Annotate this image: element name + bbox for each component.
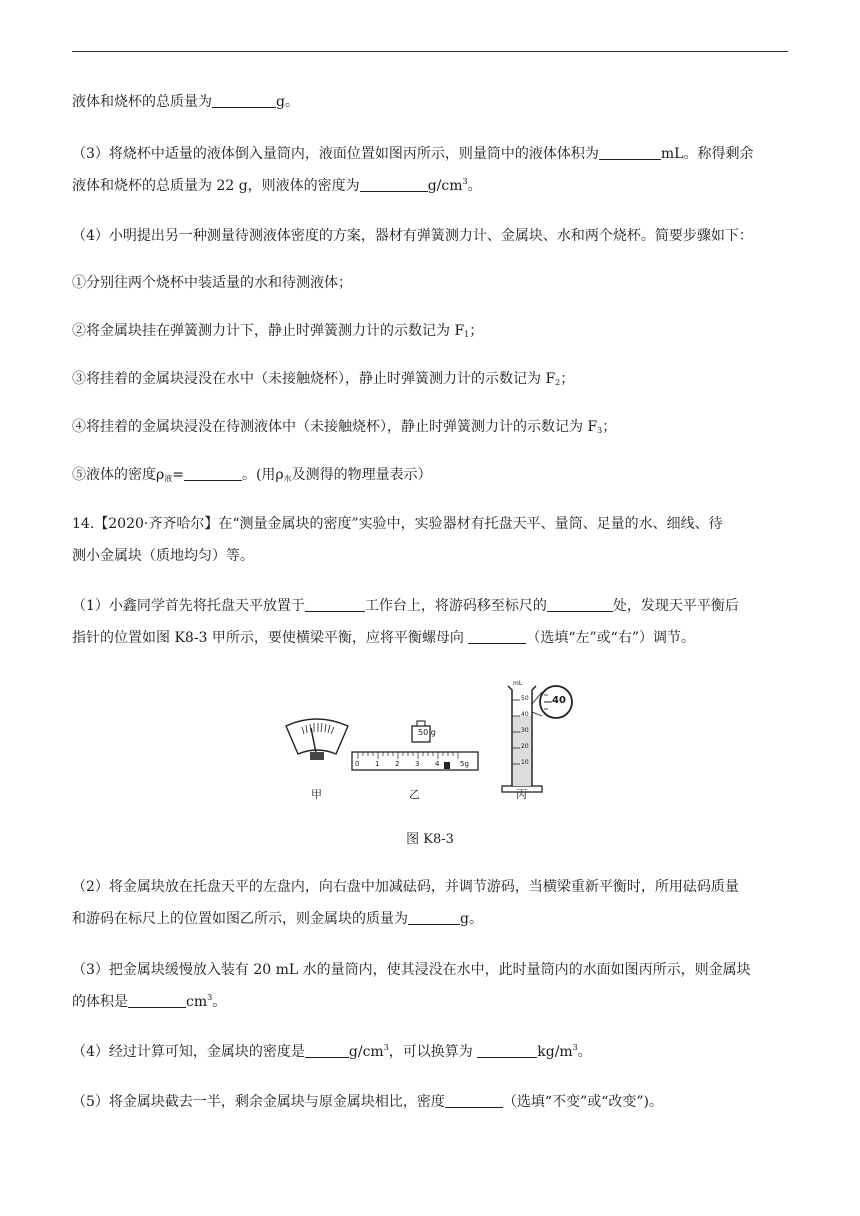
cylinder-mark: 30 <box>521 727 529 734</box>
text: （3）将烧杯中适量的液体倒入量筒内，液面位置如图丙所示，则量筒中的液体体积为 <box>72 146 599 162</box>
answer-blank[interactable] <box>360 177 428 192</box>
text: （2）将金属块放在托盘天平的左盘内，向右盘中加减砝码，并调节游码，当横梁重新平衡时，所用砝码质量 <box>72 879 739 895</box>
figure-drawing <box>280 678 580 802</box>
text-line <box>72 910 483 928</box>
answer-blank[interactable] <box>305 597 365 612</box>
subscript: 2 <box>555 378 561 387</box>
cylinder-mark: 10 <box>521 759 529 766</box>
text: 指针的位置如图 K8-3 甲所示，要使横梁平衡，应将平衡螺母向 <box>72 630 469 646</box>
question-14-line-1 <box>72 515 723 533</box>
text: ； <box>602 419 617 435</box>
text: kg/m <box>537 1044 573 1060</box>
superscript: 3 <box>572 1043 578 1052</box>
answer-blank[interactable] <box>408 910 460 925</box>
figure-k8-3 <box>280 678 580 802</box>
cylinder-unit: mL <box>513 680 523 687</box>
ruler-tick: 4 <box>435 760 440 768</box>
text: （5）将金属块截去一半，剩余金属块与原金属块相比，密度 <box>72 1094 445 1110</box>
ruler-tick: 0 <box>355 760 360 768</box>
ruler-tick: 1 <box>375 760 380 768</box>
text: 。(用ρ <box>241 467 284 483</box>
step-2 <box>72 322 483 340</box>
question-14-line-2 <box>72 547 254 565</box>
label-yi: 乙 <box>409 788 420 801</box>
header-rule <box>72 51 788 52</box>
subscript: 水 <box>283 474 292 483</box>
answer-blank[interactable] <box>212 93 276 108</box>
answer-blank[interactable] <box>477 1043 537 1058</box>
text: cm <box>186 994 208 1010</box>
text: 。 <box>577 1044 592 1060</box>
answer-blank[interactable] <box>445 1093 503 1108</box>
text: ①分别往两个烧杯中装适量的水和待测液体； <box>72 275 352 291</box>
subscript: 液 <box>164 474 173 483</box>
text: （4）小明提出另一种测量待测液体密度的方案，器材有弹簧测力计、金属块、水和两个烧杯。简要步骤如下： <box>72 228 753 244</box>
subscript: 3 <box>597 426 603 435</box>
text: ②将金属块挂在弹簧测力计下，静止时弹簧测力计的示数记为 F <box>72 323 465 339</box>
text-line <box>72 1043 592 1061</box>
superscript: 3 <box>207 993 213 1002</box>
balance-dial <box>286 719 348 760</box>
ruler-tick: 2 <box>395 760 400 768</box>
text: 和游码在标尺上的位置如图乙所示，则金属块的质量为 <box>72 911 408 927</box>
zoom-reading: 40 <box>552 695 566 706</box>
text: = <box>172 467 184 483</box>
label-jia: 甲 <box>311 788 322 801</box>
figure-caption: 图 K8-3 <box>406 832 454 847</box>
text: ③将挂着的金属块浸没在水中（未接触烧杯），静止时弹簧测力计的示数记为 F <box>72 371 556 387</box>
text: g。 <box>276 94 299 110</box>
text: （选填“不变”或“改变”)。 <box>502 1094 663 1110</box>
answer-blank[interactable] <box>547 597 613 612</box>
text: ④将挂着的金属块浸没在待测液体中（未接触烧杯），静止时弹簧测力计的示数记为 F <box>72 419 598 435</box>
weight-label: 50 g <box>418 728 436 737</box>
text: （1）小鑫同学首先将托盘天平放置于 <box>72 598 305 614</box>
text-line <box>72 597 739 615</box>
text: ⑤液体的密度ρ <box>72 467 165 483</box>
text: g/cm <box>348 1044 384 1060</box>
step-4 <box>72 418 616 436</box>
text: g/cm <box>427 178 463 194</box>
cylinder-mark: 20 <box>521 743 529 750</box>
answer-blank[interactable] <box>128 993 186 1008</box>
text: 处，发现天平平衡后 <box>612 598 739 614</box>
text-line <box>72 145 753 163</box>
text: 测小金属块（质地均匀）等。 <box>72 548 254 564</box>
text: 。 <box>467 178 482 194</box>
cylinder-mark: 40 <box>521 711 529 718</box>
text-line <box>72 878 739 896</box>
answer-blank[interactable] <box>599 145 661 160</box>
answer-blank[interactable] <box>305 1043 349 1058</box>
answer-blank[interactable] <box>468 629 526 644</box>
text: g。 <box>460 911 483 927</box>
text-line <box>72 961 751 979</box>
text: ，可以换算为 <box>388 1044 478 1060</box>
text-line <box>72 93 299 111</box>
superscript: 3 <box>383 1043 389 1052</box>
text: ； <box>469 323 484 339</box>
text: （选填“左”或“右”）调节。 <box>526 630 695 646</box>
text: 及测得的物理量表示） <box>291 467 432 483</box>
subscript: 1 <box>464 330 470 339</box>
text: 14.【2020·齐齐哈尔】在“测量金属块的密度”实验中，实验器材有托盘天平、量筒、足量的水、细线、待 <box>72 516 723 532</box>
text: （4）经过计算可知，金属块的密度是 <box>72 1044 305 1060</box>
text-line <box>72 629 695 647</box>
text: （3）把金属块缓慢放入装有 20 mL 水的量筒内，使其浸没在水中，此时量筒内的水面如图丙所示，则金属块 <box>72 962 751 978</box>
text: mL。称得剩余 <box>660 146 754 162</box>
text-line <box>72 227 753 245</box>
text: 液体和烧杯的总质量为 22 g，则液体的密度为 <box>72 178 360 194</box>
answer-blank[interactable] <box>184 466 242 481</box>
step-3 <box>72 370 574 388</box>
superscript: 3 <box>462 177 468 186</box>
cylinder-mark: 50 <box>521 695 529 702</box>
text: 。 <box>212 994 227 1010</box>
text: 工作台上，将游码移至标尺的 <box>364 598 547 614</box>
text-line <box>72 177 482 195</box>
step-1 <box>72 274 352 292</box>
text: 液体和烧杯的总质量为 <box>72 94 212 110</box>
text-line <box>72 993 226 1011</box>
text: 的体积是 <box>72 994 128 1010</box>
text-line <box>72 1093 663 1111</box>
step-5 <box>72 466 432 484</box>
ruler-tick: 3 <box>415 760 420 768</box>
label-bing: 丙 <box>516 788 527 801</box>
text: ； <box>560 371 575 387</box>
ruler-tick: 5g <box>460 760 469 768</box>
